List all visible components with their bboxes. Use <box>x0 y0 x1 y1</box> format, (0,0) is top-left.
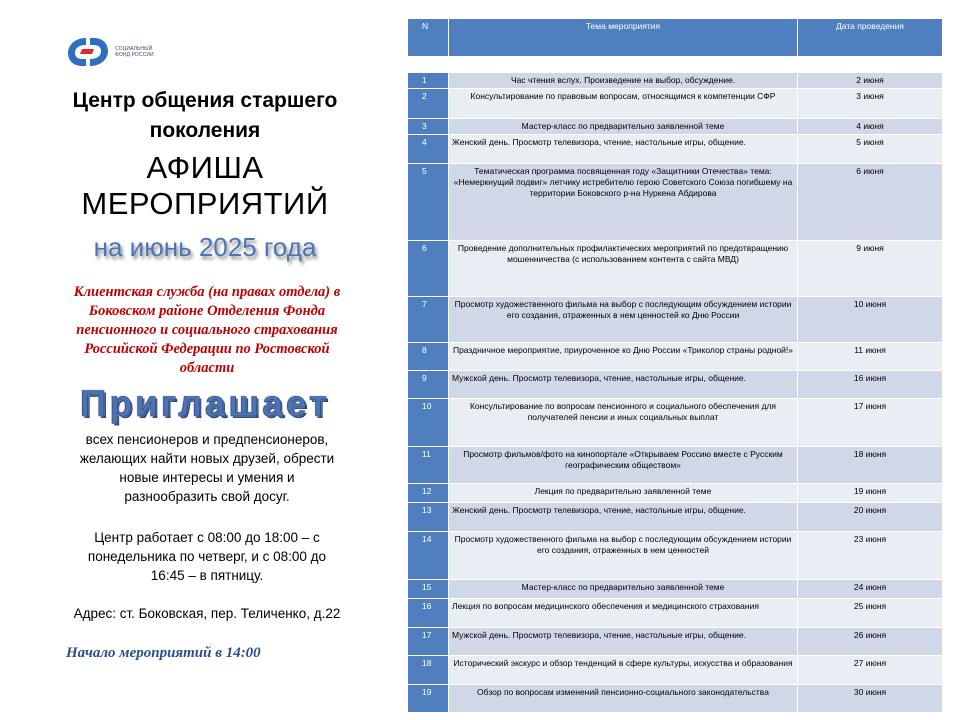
table-row <box>408 503 943 532</box>
logo-text-line: СОЦИАЛЬНЫЙ <box>115 46 153 52</box>
row-num: 12 <box>408 484 449 503</box>
row-topic: Обзор по вопросам изменений пенсионно-социального законодательства <box>449 685 798 713</box>
row-topic: Час чтения вслух. Произведение на выбор, обсуждение. <box>449 73 798 89</box>
row-num: 8 <box>408 343 449 371</box>
center-title <box>40 86 370 146</box>
row-topic: Праздничное мероприятие, приуроченное ко Дню России «Триколор страны родной!» <box>449 343 798 371</box>
row-date: 3 июня <box>798 89 943 119</box>
row-num: 5 <box>408 164 449 241</box>
logo-text-line: ФОНД РОССИИ <box>115 52 154 58</box>
row-date: 26 июня <box>798 628 943 656</box>
row-date: 11 июня <box>798 343 943 371</box>
row-topic: Лекция по предварительно заявленной теме <box>449 484 798 503</box>
row-date: 10 июня <box>798 297 943 343</box>
table-row <box>408 164 943 241</box>
row-num: 2 <box>408 89 449 119</box>
month-subtitle: на июнь 2025 года <box>93 232 317 262</box>
center-title-line: поколения <box>149 119 261 142</box>
row-num: 11 <box>408 447 449 484</box>
invite-text-line: новые интересы и умения и <box>119 470 295 485</box>
header-num: N <box>408 19 449 57</box>
service-line: Боковском районе Отделения Фонда <box>88 303 326 319</box>
row-topic: Мужской день. Просмотр телевизора, чтение, настольные игры, общение. <box>449 628 798 656</box>
row-num: 1 <box>408 73 449 89</box>
row-topic: Консультирование по вопросам пенсионного и социального обеспечения для получателей пенсии и иных социальных выплат <box>449 399 798 447</box>
table-spacer <box>408 57 943 73</box>
row-date: 17 июня <box>798 399 943 447</box>
row-num: 17 <box>408 628 449 656</box>
row-topic: Просмотр фильмов/фото на кинопортале «Открываем Россию вместе с Русским географическим обществом» <box>449 447 798 484</box>
row-num: 13 <box>408 503 449 532</box>
events-table <box>407 18 943 713</box>
row-topic: Женский день. Просмотр телевизора, чтение, настольные игры, общение. <box>449 503 798 532</box>
table-header-row <box>408 19 943 57</box>
row-date: 16 июня <box>798 371 943 399</box>
row-topic: Просмотр художественного фильма на выбор с последующим обсуждением истории его создания, отраженных в нем ценностей <box>449 532 798 580</box>
row-date: 6 июня <box>798 164 943 241</box>
working-hours-line: 16:45 – в пятницу. <box>150 568 264 583</box>
table-row <box>408 241 943 297</box>
table-row <box>408 484 943 503</box>
table-row <box>408 532 943 580</box>
row-num: 7 <box>408 297 449 343</box>
row-date: 24 июня <box>798 580 943 599</box>
logo-text <box>115 46 154 58</box>
row-num: 10 <box>408 399 449 447</box>
row-date: 4 июня <box>798 119 943 135</box>
row-topic: Мастер-класс по предварительно заявленной теме <box>449 580 798 599</box>
row-topic: Проведение дополнительных профилактических мероприятий по предотвращению мошенничества (с использованием контента с сайта МВД) <box>449 241 798 297</box>
table-row <box>408 119 943 135</box>
row-date: 27 июня <box>798 656 943 685</box>
service-line: Клиентская служба (на правах отдела) в <box>73 284 341 300</box>
row-topic: Женский день. Просмотр телевизора, чтение, настольные игры, общение. <box>449 135 798 164</box>
sfr-logo <box>64 30 174 74</box>
service-line: области <box>179 360 235 376</box>
table-row <box>408 297 943 343</box>
invite-text-line: желающих найти новых друзей, обрести <box>79 451 335 466</box>
row-topic: Лекция по вопросам медицинского обеспечения и медицинского страхования <box>449 599 798 628</box>
invite-text <box>40 430 374 506</box>
table-row <box>408 89 943 119</box>
row-num: 19 <box>408 685 449 713</box>
table-row <box>408 656 943 685</box>
row-num: 18 <box>408 656 449 685</box>
row-topic: Просмотр художественного фильма на выбор с последующим обсуждением истории его создания, отраженных в нем ценностей ко Дню России <box>449 297 798 343</box>
working-hours-line: Центр работает с 08:00 до 18:00 – с <box>94 530 320 545</box>
row-num: 4 <box>408 135 449 164</box>
header-date: Дата проведения <box>798 19 943 57</box>
afisha-title-line: МЕРОПРИЯТИЙ <box>81 186 329 221</box>
row-date: 2 июня <box>798 73 943 89</box>
invite-text-line: всех пенсионеров и предпенсионеров, <box>85 432 329 447</box>
row-topic: Консультирование по правовым вопросам, относящимся к компетенции СФР <box>449 89 798 119</box>
row-num: 15 <box>408 580 449 599</box>
service-line: Российской Федерации по Ростовской <box>84 341 330 357</box>
row-date: 25 июня <box>798 599 943 628</box>
row-num: 14 <box>408 532 449 580</box>
row-date: 18 июня <box>798 447 943 484</box>
row-date: 30 июня <box>798 685 943 713</box>
row-date: 20 июня <box>798 503 943 532</box>
table-row <box>408 135 943 164</box>
row-date: 5 июня <box>798 135 943 164</box>
table-row <box>408 371 943 399</box>
service-line: пенсионного и социального страхования <box>76 322 338 338</box>
center-title-line: Центр общения старшего <box>72 89 338 112</box>
row-date: 9 июня <box>798 241 943 297</box>
table-row <box>408 599 943 628</box>
working-hours-line: понедельника по четверг, и с 08:00 до <box>87 549 327 564</box>
working-hours <box>40 528 374 585</box>
row-date: 19 июня <box>798 484 943 503</box>
row-num: 9 <box>408 371 449 399</box>
table-row <box>408 628 943 656</box>
sfr-logo-icon <box>64 32 112 72</box>
afisha-title-line: АФИША <box>146 150 264 185</box>
table-row <box>408 580 943 599</box>
invites-heading: Приглашает <box>79 383 331 424</box>
row-num: 16 <box>408 599 449 628</box>
row-topic: Мастер-класс по предварительно заявленной теме <box>449 119 798 135</box>
invite-text-line: разнообразить свой досуг. <box>124 489 290 504</box>
row-num: 6 <box>408 241 449 297</box>
row-num: 3 <box>408 119 449 135</box>
service-name <box>40 283 374 378</box>
table-row <box>408 343 943 371</box>
table-row <box>408 73 943 89</box>
address: Адрес: ст. Боковская, пер. Теличенко, д.22 <box>73 606 341 621</box>
table-row <box>408 685 943 713</box>
afisha-title <box>40 150 370 222</box>
table-row <box>408 399 943 447</box>
row-topic: Исторический экскурс и обзор тенденций в сфере культуры, искусства и образования <box>449 656 798 685</box>
row-topic: Мужской день. Просмотр телевизора, чтение, настольные игры, общение. <box>449 371 798 399</box>
row-date: 23 июня <box>798 532 943 580</box>
start-time: Начало мероприятий в 14:00 <box>66 645 261 661</box>
spacer-cell <box>408 57 943 73</box>
row-topic: Тематическая программа посвященная году «Защитники Отечества» тема: «Немеркнущий подвиг» летчику истребителю герою Советского Союза погибшему на территории Боковского р-на Нуркена Абдирова <box>449 164 798 241</box>
table-row <box>408 447 943 484</box>
header-topic: Тема мероприятия <box>449 19 798 57</box>
